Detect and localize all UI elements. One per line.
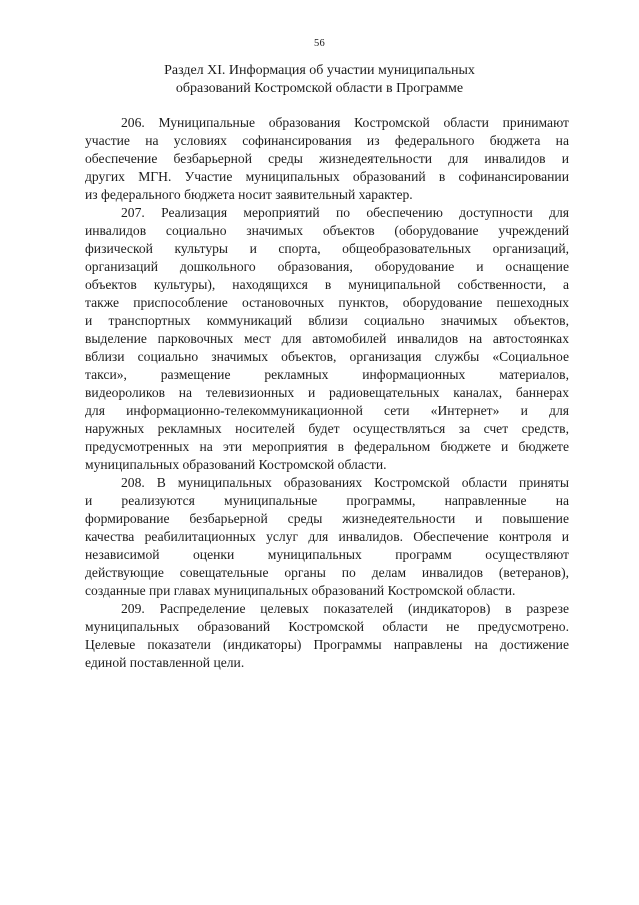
paragraph-line: наружных рекламных носителей будет осуществляться за счет средств, xyxy=(85,421,569,436)
paragraph-line: муниципальных образований Костромской области. xyxy=(85,457,387,472)
paragraph-line: единой поставленной цели. xyxy=(85,655,245,670)
paragraph-line: формирование безбарьерной среды жизнедеятельности и повышение xyxy=(85,511,569,526)
paragraph xyxy=(85,600,569,672)
paragraph-line: объектов культуры), находящихся в муниципальной собственности, а xyxy=(85,277,569,292)
section-title xyxy=(0,62,639,98)
paragraph-line: физической культуры и спорта, общеобразовательных организаций, xyxy=(85,241,569,256)
paragraph-line: обеспечение безбарьерной среды жизнедеятельности для инвалидов и xyxy=(85,151,569,166)
paragraph-line: 209. Распределение целевых показателей (индикаторов) в разрезе xyxy=(121,601,569,616)
page-number: 56 xyxy=(313,38,326,49)
paragraph-line: инвалидов социально значимых объектов (оборудование учреждений xyxy=(85,223,569,238)
section-title-line-2: образований Костромской области в Программе xyxy=(175,81,464,96)
paragraph-line: из федерального бюджета носит заявительный характер. xyxy=(85,187,413,202)
paragraph-line: участие на условиях софинансирования из федерального бюджета на xyxy=(85,133,569,148)
paragraph-line: 208. В муниципальных образованиях Костромской области приняты xyxy=(121,475,569,490)
paragraph-line: действующие совещательные органы по делам инвалидов (ветеранов), xyxy=(85,565,569,580)
paragraph-line: 207. Реализация мероприятий по обеспечению доступности для xyxy=(121,205,569,220)
paragraph xyxy=(85,114,569,204)
paragraph-line: видеороликов на телевизионных и радиовещательных каналах, баннерах xyxy=(85,385,569,400)
paragraph-line: качества реабилитационных услуг для инвалидов. Обеспечение контроля и xyxy=(85,529,569,544)
paragraph-line: и реализуются муниципальные программы, направленные на xyxy=(85,493,569,508)
paragraph xyxy=(85,204,569,474)
paragraph-line: Целевые показатели (индикаторы) Программы направлены на достижение xyxy=(85,637,569,652)
paragraph xyxy=(85,474,569,600)
paragraph-line: организаций дошкольного образования, оборудование и оснащение xyxy=(85,259,569,274)
paragraph-line: муниципальных образований Костромской области не предусмотрено. xyxy=(85,619,569,634)
paragraph-line: других МГН. Участие муниципальных образований в софинансировании xyxy=(85,169,569,184)
paragraph-line: созданные при главах муниципальных образований Костромской области. xyxy=(85,583,516,598)
paragraph-line: 206. Муниципальные образования Костромской области принимают xyxy=(121,115,569,130)
paragraph-line: независимой оценки муниципальных программ осуществляют xyxy=(85,547,569,562)
paragraph-line: для информационно-телекоммуникационной сети «Интернет» и для xyxy=(85,403,569,418)
paragraph-line: предусмотренных на эти мероприятия в федеральном бюджете и бюджете xyxy=(85,439,569,454)
paragraph-line: вблизи социально значимых объектов, организация службы «Социальное xyxy=(85,349,569,364)
paragraph-line: также приспособление остановочных пунктов, оборудование пешеходных xyxy=(85,295,569,310)
section-title-line-1: Раздел XI. Информация об участии муниципальных xyxy=(164,63,475,78)
document-body xyxy=(85,114,569,672)
paragraph-line: такси», размещение рекламных информационных материалов, xyxy=(85,367,569,382)
paragraph-line: и транспортных коммуникаций вблизи социально значимых объектов, xyxy=(85,313,569,328)
paragraph-line: выделение парковочных мест для автомобилей инвалидов на автостоянках xyxy=(85,331,569,346)
